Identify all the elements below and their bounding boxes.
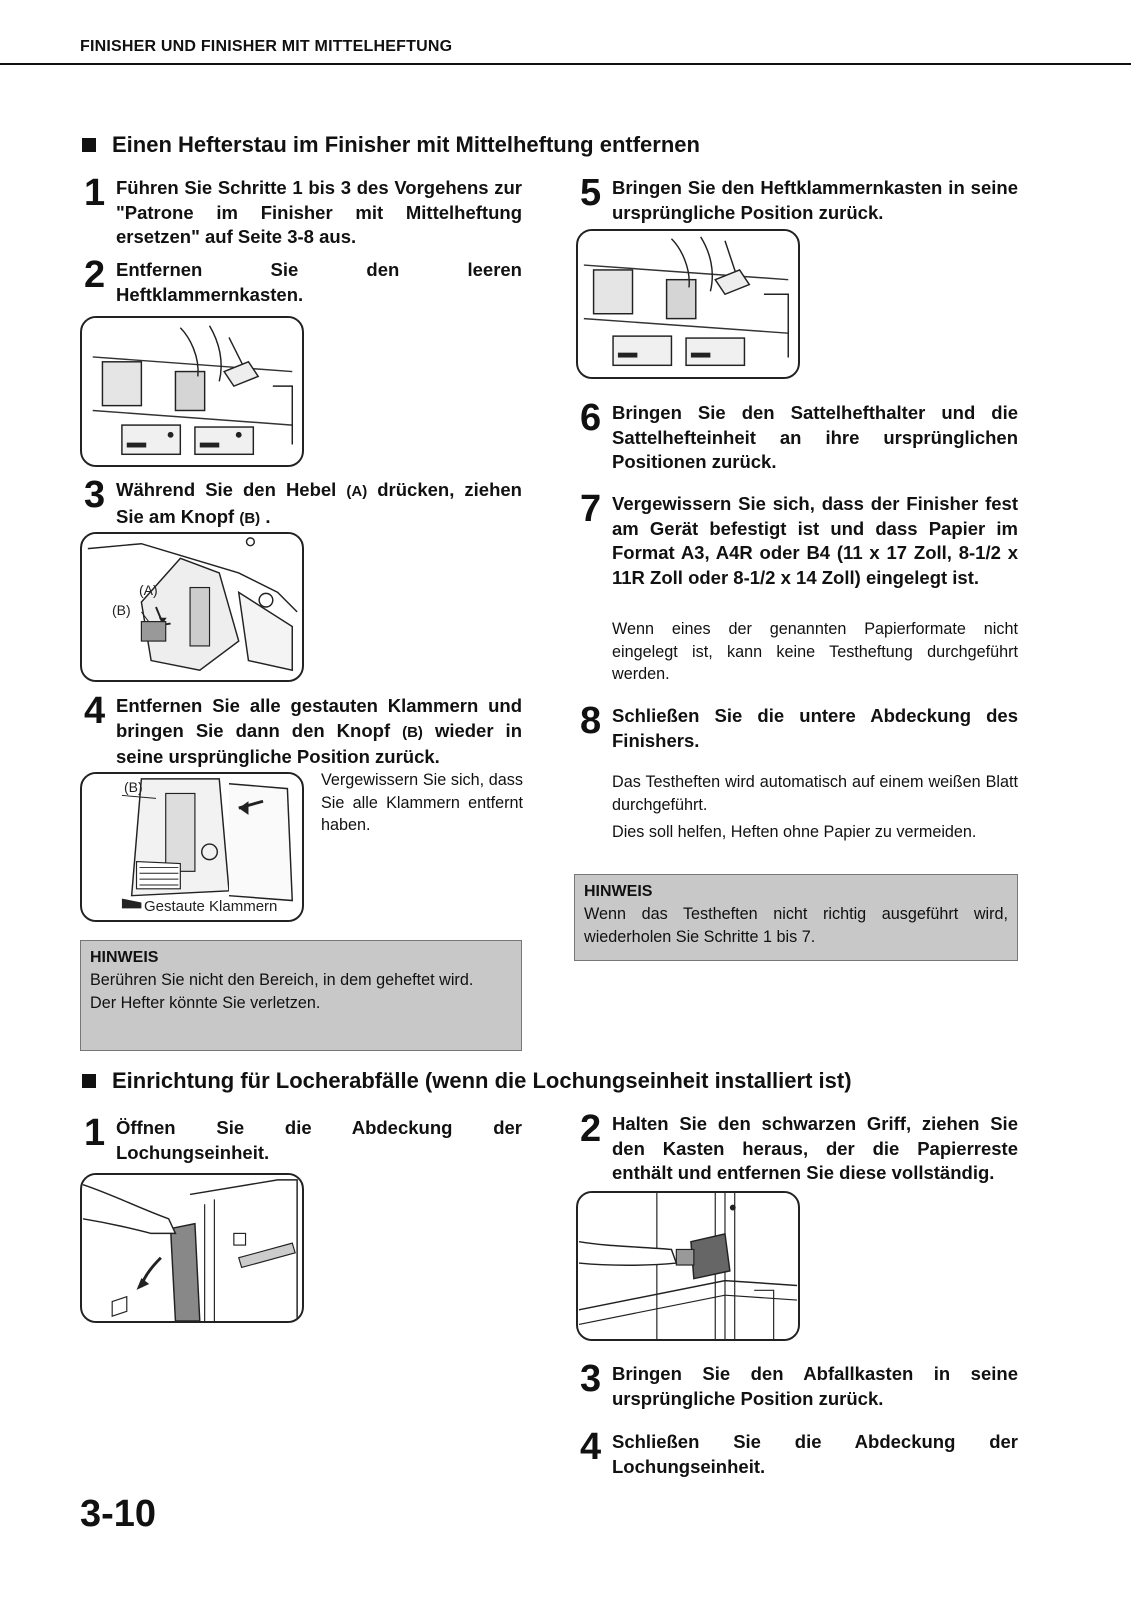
step-text: Bringen Sie den Abfallkasten in seine ursprüngliche Position zurück. [612, 1363, 1018, 1409]
step-text [116, 694, 522, 770]
step-6 [580, 397, 1020, 475]
illustration-pull-waste-box [576, 1191, 800, 1341]
bullet-square-icon [82, 1074, 96, 1088]
page-number: 3-10 [80, 1493, 157, 1535]
step-text: Bringen Sie den Sattelhefthalter und die Sattelhefteinheit an ihre ursprünglichen Positionen zurück. [612, 402, 1018, 472]
step-3 [84, 474, 524, 531]
punch-step-2 [580, 1108, 1020, 1186]
step-text-part: drücken, ziehen Sie am Knopf [116, 479, 522, 527]
step-number: 1 [84, 1112, 106, 1154]
knob-label: (B) [239, 509, 261, 527]
label-knob-b: (B) [112, 602, 131, 618]
illustration-open-punch-cover [80, 1173, 304, 1323]
illustration-jammed-staples [80, 772, 304, 922]
step-text-part: . [260, 505, 271, 527]
label-lever-a: (A) [139, 582, 158, 598]
step-number: 8 [580, 700, 602, 742]
note-heading: HINWEIS [584, 883, 653, 900]
label-jammed-staples: Gestaute Klammern [144, 898, 278, 915]
label-knob-b: (B) [124, 779, 143, 795]
step-2 [84, 254, 524, 307]
note-box-left [80, 940, 522, 1051]
step-text: Bringen Sie den Heftklammernkasten in seine ursprüngliche Position zurück. [612, 177, 1018, 223]
punch-step-3 [580, 1358, 1020, 1411]
step-number: 5 [580, 172, 602, 214]
step-number: 3 [84, 474, 106, 516]
step-text: Öffnen Sie die Abdeckung der Lochungseinheit. [116, 1117, 522, 1163]
section-title-staple-jam [82, 132, 700, 158]
header-rule [0, 63, 1131, 65]
lever-label: (A) [346, 483, 368, 500]
illustration-press-lever [80, 532, 304, 682]
step-7 [580, 488, 1020, 590]
step-number: 6 [580, 397, 602, 439]
note-line: Der Hefter könnte Sie verletzen. [90, 994, 321, 1012]
step-text: Schließen Sie die untere Abdeckung des Finishers. [612, 705, 1018, 751]
note-box-right [574, 874, 1018, 961]
step-text-part: wieder in seine ursprüngliche Position zurück. [116, 719, 522, 767]
step-text: Halten Sie den schwarzen Griff, ziehen Sie den Kasten heraus, der die Papierreste enthält und entfernen Sie diese vollständig. [612, 1113, 1018, 1183]
punch-step-4 [580, 1426, 1020, 1479]
step-text: Schließen Sie die Abdeckung der Lochungseinheit. [612, 1431, 1018, 1477]
step-text: Vergewissern Sie sich, dass der Finisher fest am Gerät befestigt ist und dass Papier im Format A3, A4R oder B4 (11 x 17 Zoll, 8-1/2 x 11R Zoll oder 8-1/2 x 14 Zoll) eingelegt ist. [612, 493, 1018, 588]
step-text-part: Entfernen Sie alle gestauten Klammern und bringen Sie dann den Knopf [116, 695, 522, 741]
step-number: 3 [580, 1358, 602, 1400]
illustration-remove-staple-case [80, 316, 304, 467]
step-1 [84, 172, 524, 250]
step-number: 2 [580, 1108, 602, 1150]
note-line: Wenn das Testheften nicht richtig ausgeführt wird, wiederholen Sie Schritte 1 bis 7. [584, 905, 1008, 946]
step-number: 4 [84, 690, 106, 732]
bullet-square-icon [82, 138, 96, 152]
step-text: Entfernen Sie den leeren Heftklammernkasten. [116, 259, 522, 305]
step-8-body-1: Das Testheften wird automatisch auf einem weißen Blatt durchgeführt. [612, 773, 1018, 814]
step-5 [580, 172, 1020, 225]
step-8-body-2: Dies soll helfen, Heften ohne Papier zu vermeiden. [612, 823, 977, 841]
note-line: Berühren Sie nicht den Bereich, in dem geheftet wird. [90, 971, 474, 989]
step-text [116, 478, 522, 531]
step-4 [84, 690, 524, 770]
step-number: 2 [84, 254, 106, 296]
section-title-punch-waste [82, 1068, 852, 1094]
note-heading: HINWEIS [90, 949, 159, 966]
step-7-body: Wenn eines der genannten Papierformate nicht eingelegt ist, kann keine Testheftung durchgeführt werden. [612, 620, 1018, 683]
step-number: 1 [84, 172, 106, 214]
step-8 [580, 700, 1020, 753]
punch-step-1 [84, 1112, 524, 1165]
section-title-text: Einen Hefterstau im Finisher mit Mittelheftung entfernen [112, 132, 700, 157]
step-number: 7 [580, 488, 602, 530]
step-4-side-text: Vergewissern Sie sich, dass Sie alle Klammern entfernt haben. [321, 771, 523, 834]
step-text-part: Während Sie den Hebel [116, 479, 347, 500]
step-number: 4 [580, 1426, 602, 1468]
section-title-text: Einrichtung für Locherabfälle (wenn die Lochungseinheit installiert ist) [112, 1068, 852, 1093]
step-text: Führen Sie Schritte 1 bis 3 des Vorgehens zur "Patrone im Finisher mit Mittelheftung ersetzen" auf Seite 3-8 aus. [116, 177, 522, 247]
knob-label: (B) [402, 723, 423, 741]
running-header: FINISHER UND FINISHER MIT MITTELHEFTUNG [80, 38, 453, 55]
illustration-return-staple-case [576, 229, 800, 379]
